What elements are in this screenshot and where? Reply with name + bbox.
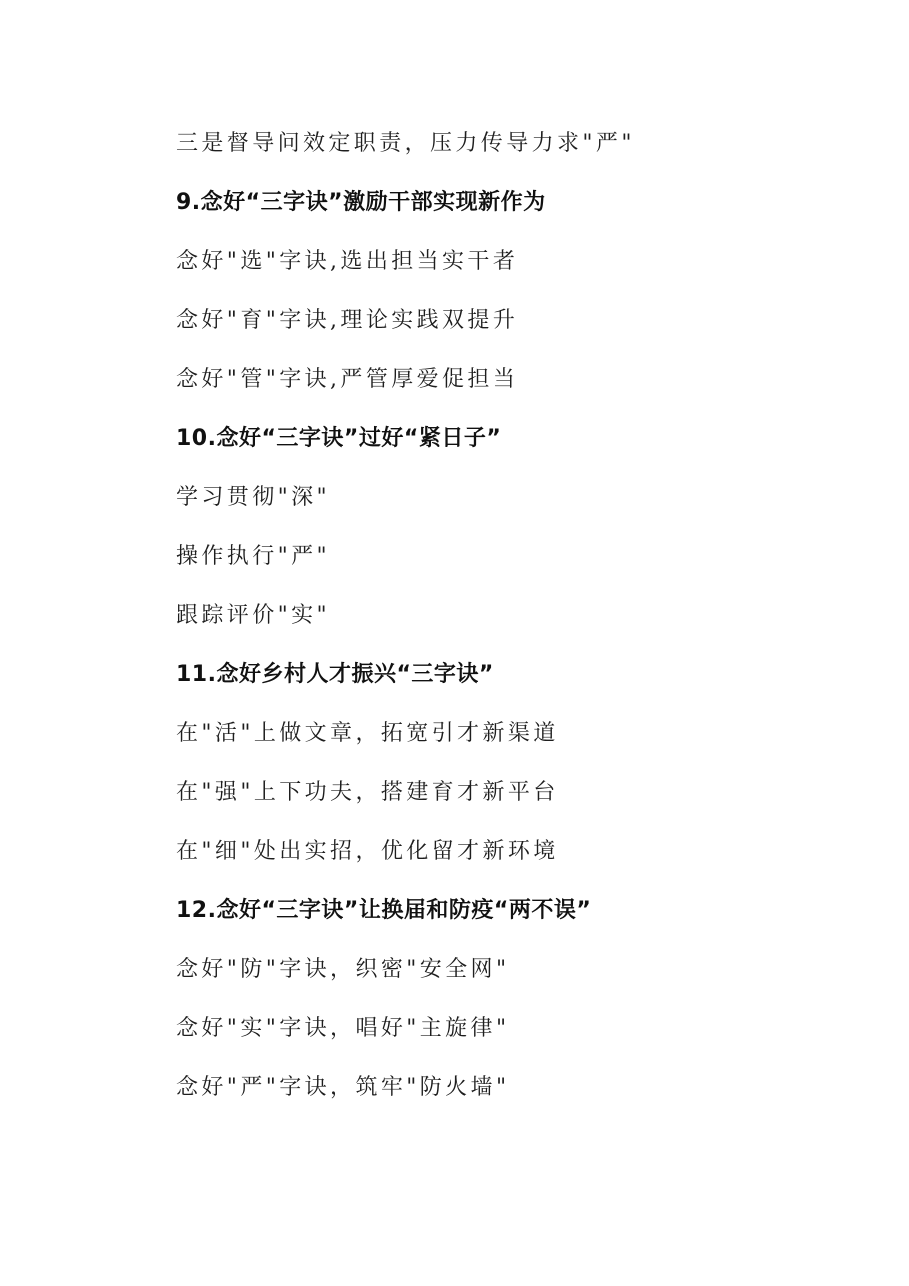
document-body — [176, 120, 856, 1123]
body-line: 念好"选"字诀,选出担当实干者 — [176, 249, 519, 274]
body-line: 操作执行"严" — [176, 544, 331, 569]
body-line: 在"活"上做文章，拓宽引才新渠道 — [176, 721, 559, 746]
body-line: 念好"实"字诀，唱好"主旋律" — [176, 1016, 510, 1041]
body-line: 念好"育"字诀,理论实践双提升 — [176, 308, 519, 333]
section-heading-10: 10.念好“三字诀”过好“紧日子” — [176, 426, 502, 451]
section-heading-12: 12.念好“三字诀”让换届和防疫“两不误” — [176, 898, 592, 923]
body-line: 念好"管"字诀,严管厚爱促担当 — [176, 367, 519, 392]
body-line: 三是督导问效定职责，压力传导力求"严" — [176, 131, 635, 156]
body-line: 念好"防"字诀，织密"安全网" — [176, 957, 510, 982]
section-heading-11: 11.念好乡村人才振兴“三字诀” — [176, 662, 494, 687]
body-line: 在"强"上下功夫，搭建育才新平台 — [176, 780, 559, 805]
body-line: 在"细"处出实招，优化留才新环境 — [176, 839, 559, 864]
body-line: 念好"严"字诀，筑牢"防火墙" — [176, 1075, 510, 1100]
body-line: 跟踪评价"实" — [176, 603, 331, 628]
body-line: 学习贯彻"深" — [176, 485, 331, 510]
section-heading-9: 9.念好“三字诀”激励干部实现新作为 — [176, 190, 546, 215]
